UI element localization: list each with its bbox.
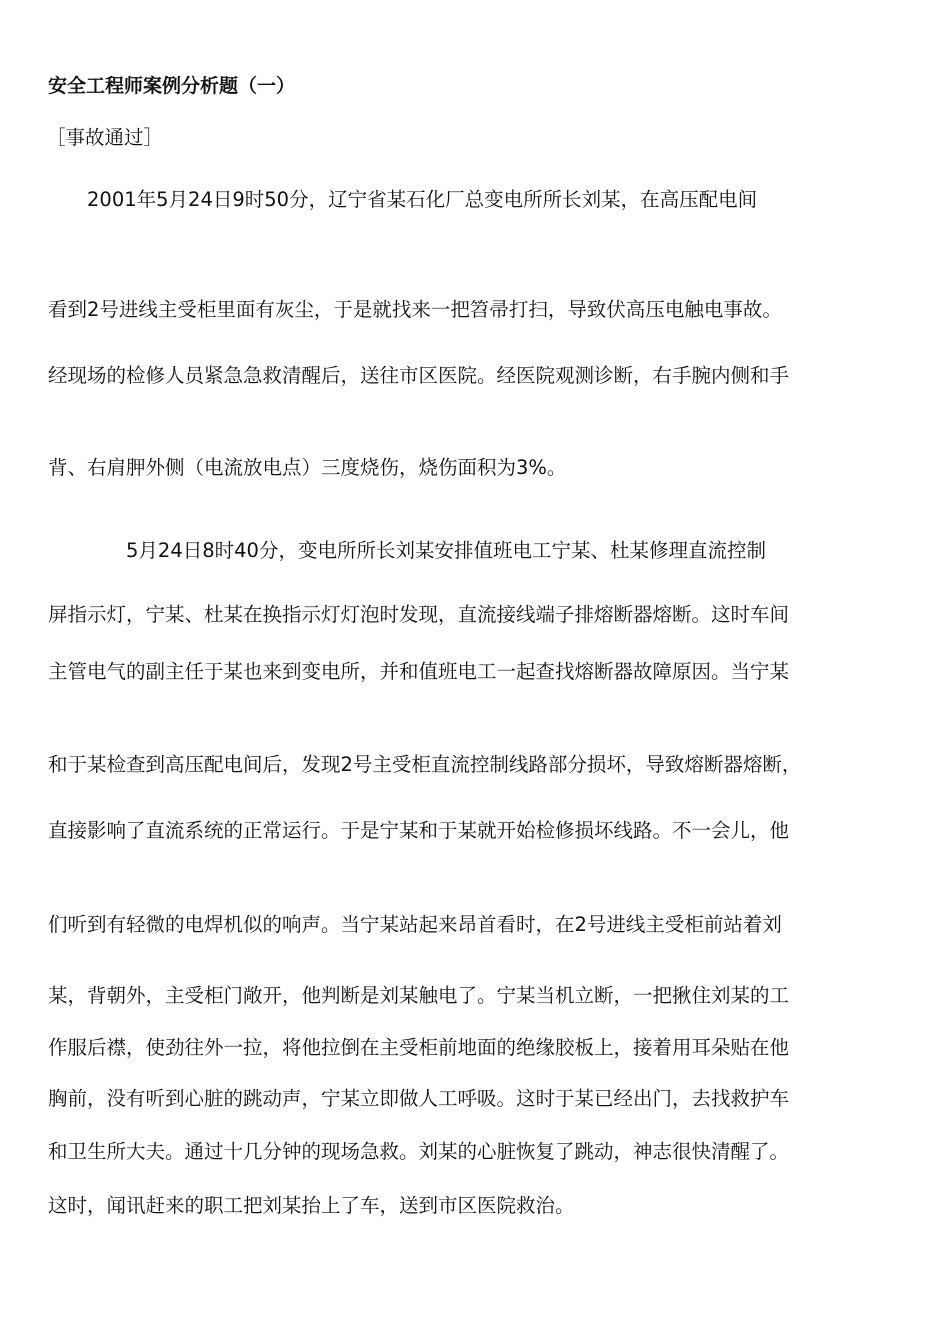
paragraph-line: 和卫生所大夫。通过十几分钟的现场急救。刘某的心脏恢复了跳动，神志很快清醒了。: [48, 1140, 790, 1163]
paragraph-line: 5月24日8时40分，变电所所长刘某安排值班电工宁某、杜某修理直流控制: [48, 539, 766, 562]
paragraph-line: 胸前，没有听到心脏的跳动声，宁某立即做人工呼吸。这时于某已经出门，去找救护车: [48, 1087, 790, 1110]
paragraph-line: 看到2号进线主受柜里面有灰尘，于是就找来一把笤帚打扫，导致伏高压电触电事故。: [48, 298, 782, 321]
paragraph-line: 背、右肩胛外侧（电流放电点）三度烧伤，烧伤面积为3%。: [48, 456, 567, 479]
paragraph-line: 主管电气的副主任于某也来到变电所，并和值班电工一起查找熔断器故障原因。当宁某: [48, 660, 790, 683]
paragraph-line: 屏指示灯，宁某、杜某在换指示灯灯泡时发现，直流接线端子排熔断器熔断。这时车间: [48, 603, 790, 626]
paragraph-line: 这时，闻讯赶来的职工把刘某抬上了车，送到市区医院救治。: [48, 1194, 575, 1217]
paragraph-line: 直接影响了直流系统的正常运行。于是宁某和于某就开始检修损坏线路。不一会儿，他: [48, 819, 790, 842]
paragraph-line: 们听到有轻微的电焊机似的响声。当宁某站起来昂首看时，在2号进线主受柜前站着刘: [48, 913, 782, 936]
section-heading: ［事故通过］: [46, 126, 164, 149]
document-title: 安全工程师案例分析题（一）: [48, 75, 296, 97]
paragraph-line: 经现场的检修人员紧急急救清醒后，送往市区医院。经医院观测诊断，右手腕内侧和手: [48, 364, 790, 387]
paragraph-line: 和于某检查到高压配电间后，发现2号主受柜直流控制线路部分损坏，导致熔断器熔断，: [48, 753, 802, 776]
paragraph-line: 2001年5月24日9时50分，辽宁省某石化厂总变电所所长刘某，在高压配电间: [48, 188, 758, 211]
paragraph-line: 作服后襟，使劲往外一拉，将他拉倒在主受柜前地面的绝缘胶板上，接着用耳朵贴在他: [48, 1036, 790, 1059]
paragraph-line: 某，背朝外，主受柜门敞开，他判断是刘某触电了。宁某当机立断，一把揪住刘某的工: [48, 984, 790, 1007]
